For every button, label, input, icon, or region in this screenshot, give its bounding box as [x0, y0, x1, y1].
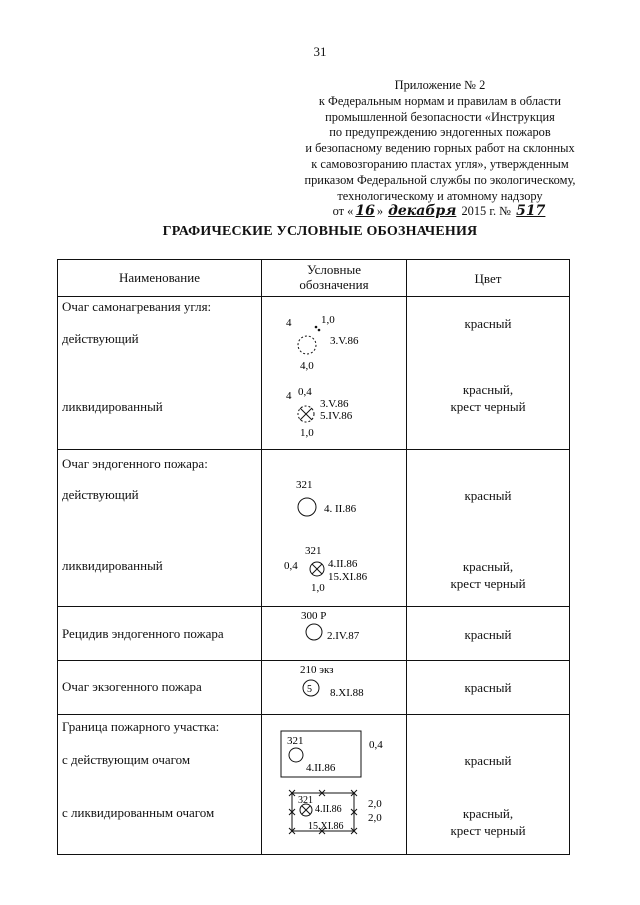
row-separator: [57, 854, 570, 855]
column-header-name: Наименование: [119, 270, 200, 285]
symbol-inner-label: 5: [307, 684, 312, 695]
header-line: Приложение № 2: [394, 78, 486, 92]
symbol-top-label: 210 экз: [300, 664, 334, 676]
row-color-line: красный: [464, 680, 512, 695]
group-label: Очаг эндогенного пожара:: [62, 456, 208, 471]
dot-mark-icon: [315, 326, 318, 329]
symbol-top-label: 321: [296, 479, 313, 491]
table-border: [57, 259, 58, 855]
symbol-bottom-label: 4,0: [300, 360, 314, 372]
row-color: [407, 805, 569, 839]
date-prefix: от «: [332, 204, 354, 219]
handwritten-day: 16: [355, 203, 375, 220]
group-label: Очаг самонагревания угля:: [62, 299, 212, 314]
row-name: Очаг экзогенного пожара: [62, 679, 202, 694]
symbol-top-label: 300 Р: [301, 610, 327, 622]
exogenous-fire-symbol: [278, 661, 388, 711]
row-color: [407, 487, 569, 504]
symbol-top-label: 321: [305, 545, 322, 557]
appendix-header: [250, 78, 630, 220]
date-mid: »: [376, 204, 384, 219]
date-year: 2015 г. №: [461, 204, 512, 219]
handwritten-month: декабря: [388, 203, 457, 220]
dot-mark-icon: [318, 329, 321, 332]
self-heating-liquidated-symbol: [278, 383, 378, 445]
endogenous-fire-active-symbol: [278, 474, 378, 524]
header-line: к самовозгоранию пластах угля», утвержденным: [311, 156, 569, 171]
row-name: ликвидированный: [62, 399, 163, 414]
handwritten-number: 517: [516, 203, 546, 220]
symbol-date-label: 3.V.86: [330, 335, 359, 347]
symbol-date-label: 2.IV.87: [327, 630, 360, 642]
symbol-date-label: 4. II.86: [324, 503, 357, 515]
self-heating-active-symbol: [278, 306, 378, 376]
column-header-color: Цвет: [474, 271, 502, 286]
symbol-date-label: 5.IV.86: [320, 410, 353, 422]
row-color: [407, 381, 569, 415]
row-color: [407, 752, 569, 769]
row-name: действующий: [62, 331, 139, 346]
row-name: действующий: [62, 487, 139, 502]
header-line: к Федеральным нормам и правилам в области: [318, 93, 562, 108]
row-color-line: крест черный: [450, 576, 526, 591]
row-name: ликвидированный: [62, 558, 163, 573]
group-label: Граница пожарного участка:: [62, 719, 220, 734]
fire-area-liquidated-symbol: [278, 786, 398, 844]
row-name: с ликвидированным очагом: [62, 805, 215, 820]
row-separator: [57, 259, 570, 260]
header-line: технологическому и атомному надзору: [337, 188, 543, 203]
circle-icon: [289, 748, 303, 762]
symbol-date-label: 4.II.86: [306, 762, 336, 774]
symbol-date-label: 4.II.86: [315, 804, 342, 815]
header-line: приказом Федеральной службы по экологическому,: [304, 172, 576, 187]
symbol-left-label: 4: [286, 317, 292, 329]
symbol-date-label: 15.XI.86: [328, 571, 368, 583]
row-color-line: красный: [464, 753, 512, 768]
document-title: ГРАФИЧЕСКИЕ УСЛОВНЫЕ ОБОЗНАЧЕНИЯ: [162, 224, 478, 239]
symbol-date-label: 4.II.86: [328, 558, 358, 570]
circle-icon: [306, 624, 322, 640]
symbol-top-label: 321: [287, 735, 304, 747]
row-color-line: красный,: [462, 382, 514, 397]
header-line: и безопасному ведению горных работ на склонных: [305, 141, 575, 156]
table-border: [569, 259, 570, 855]
symbol-right-label: 2,0: [368, 798, 382, 810]
symbol-top-label: 1,0: [321, 314, 335, 326]
row-color-line: крест черный: [450, 399, 526, 414]
row-color: [407, 626, 569, 643]
symbol-bottom-label: 1,0: [311, 582, 325, 594]
row-color: [407, 315, 569, 332]
symbol-left-label: 0,4: [284, 560, 298, 572]
fire-recurrence-symbol: [278, 607, 388, 657]
row-separator: [57, 714, 570, 715]
row-color-line: красный: [464, 627, 512, 642]
row-color-line: крест черный: [450, 823, 526, 838]
header-line: промышленной безопасности «Инструкция: [325, 109, 555, 124]
symbol-date-label: 8.XI.88: [330, 687, 364, 699]
symbol-left-label: 4: [286, 390, 292, 402]
row-separator: [57, 296, 570, 297]
dotted-circle-icon: [298, 336, 316, 354]
page-number: 31: [313, 44, 327, 59]
header-line: по предупреждению эндогенных пожаров: [329, 125, 551, 140]
row-color-line: красный,: [462, 806, 514, 821]
endogenous-fire-liquidated-symbol: [278, 542, 388, 600]
row-color-line: красный: [464, 488, 512, 503]
column-separator: [261, 259, 262, 855]
column-header-symbol-line: обозначения: [299, 277, 369, 292]
symbol-right-label: 2,0: [368, 812, 382, 824]
row-color-line: красный,: [462, 559, 514, 574]
symbol-date-label: 3.V.86: [320, 398, 349, 410]
symbol-date-label: 15.XI.86: [308, 821, 344, 832]
row-name: с действующим очагом: [62, 752, 191, 767]
column-header-symbol: [262, 262, 406, 292]
symbol-top-label: 0,4: [298, 386, 312, 398]
row-color-line: красный: [464, 316, 512, 331]
row-separator: [57, 449, 570, 450]
symbol-right-label: 0,4: [369, 739, 383, 751]
row-color: [407, 558, 569, 592]
fire-area-active-symbol: [278, 728, 398, 780]
row-name: Рецидив эндогенного пожара: [62, 626, 224, 641]
order-date-line: [250, 204, 630, 220]
symbol-top-label: 321: [298, 795, 313, 806]
symbol-bottom-label: 1,0: [300, 427, 314, 439]
circle-icon: [298, 498, 316, 516]
column-header-symbol-line: Условные: [307, 262, 361, 277]
row-color: [407, 679, 569, 696]
